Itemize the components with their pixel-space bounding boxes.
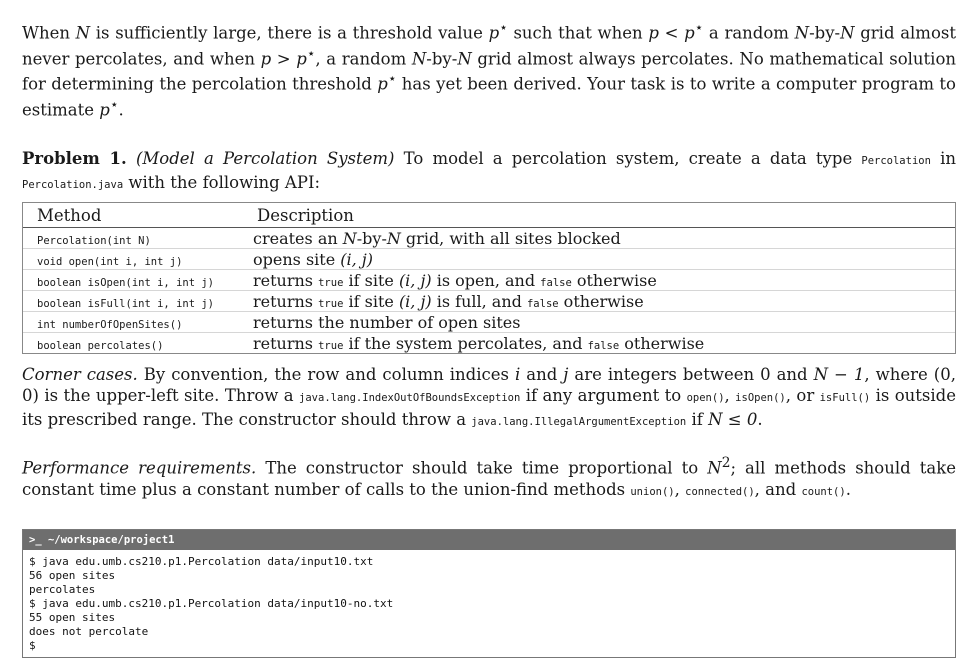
method-description: returns true if site (i, j) is open, and false otherwise: [243, 270, 955, 291]
api-table: [22, 202, 956, 354]
problem-title: (Model a Percolation System): [135, 149, 395, 168]
table-row: [23, 312, 955, 333]
terminal-line: $ java edu.umb.cs210.p1.Percolation data/input10-no.txt: [29, 596, 394, 610]
table-row: [23, 291, 955, 312]
table-row: [23, 249, 955, 270]
header-description: Description: [243, 203, 955, 228]
terminal-title-bar: >_ ~/workspace/project1: [23, 530, 955, 550]
method-description: creates an N-by-N grid, with all sites blocked: [243, 228, 955, 249]
header-method: Method: [23, 203, 243, 228]
method-description: returns true if site (i, j) is full, and false otherwise: [243, 291, 955, 312]
terminal-output: [23, 550, 955, 657]
terminal-window: [22, 529, 956, 658]
performance-paragraph: Performance requirements. The constructor should take time proportional to $N^2$; all methods should take constant time plus a constant number of calls to the union-find methods union(), connected(), and count().: [22, 455, 956, 499]
method-signature: boolean isOpen(int i, int j): [37, 276, 215, 289]
terminal-line: $ java edu.umb.cs210.p1.Percolation data/input10.txt: [29, 554, 374, 568]
method-signature: void open(int i, int j): [37, 255, 183, 268]
method-description: returns the number of open sites: [243, 312, 955, 333]
api-table-header: [23, 203, 955, 228]
table-row: [23, 270, 955, 291]
problem-heading: Problem 1. (Model a Percolation System) To model a percolation system, create a data type Percolation in Percolation.java with the following API:: [22, 149, 956, 192]
performance-label: Performance requirements.: [22, 458, 257, 478]
corner-cases-label: Corner cases.: [22, 365, 138, 384]
method-description: returns true if the system percolates, and false otherwise: [253, 333, 705, 353]
method-signature: int numberOfOpenSites(): [37, 318, 183, 331]
problem-label: Problem 1.: [22, 149, 127, 168]
terminal-line: 56 open sites: [29, 568, 116, 582]
table-row: [23, 333, 955, 353]
table-row: [23, 228, 955, 249]
terminal-line: $: [29, 638, 36, 652]
terminal-line: does not percolate: [29, 624, 149, 638]
document-page: [22, 18, 956, 658]
corner-cases-paragraph: Corner cases. By convention, the row and column indices i and j are integers between 0 and N − 1, where (0, 0) is the upper-left site. Throw a java.lang.IndexOutOfBoundsException if any argument to open(), isOpen(), or isFull() is outside its prescribed range. The constructor should throw a java.lang.IllegalArgumentException if N ≤ 0.: [22, 365, 956, 429]
intro-paragraph: When N is sufficiently large, there is a threshold value p⋆ such that when p < p⋆ a random N-by-N grid almost never percolates, and when p > p⋆, a random N-by-N grid almost always percolates. No mathematical solution for determining the percolation threshold p⋆ has yet been derived. Your task is to write a computer program to estimate p⋆.: [22, 20, 957, 119]
method-signature: boolean percolates(): [37, 339, 164, 352]
method-signature: Percolation(int N): [37, 234, 151, 247]
terminal-line: 55 open sites: [29, 610, 116, 624]
method-signature: boolean isFull(int i, int j): [37, 297, 215, 310]
method-description: opens site (i, j): [243, 249, 955, 270]
terminal-line: percolates: [29, 582, 96, 596]
